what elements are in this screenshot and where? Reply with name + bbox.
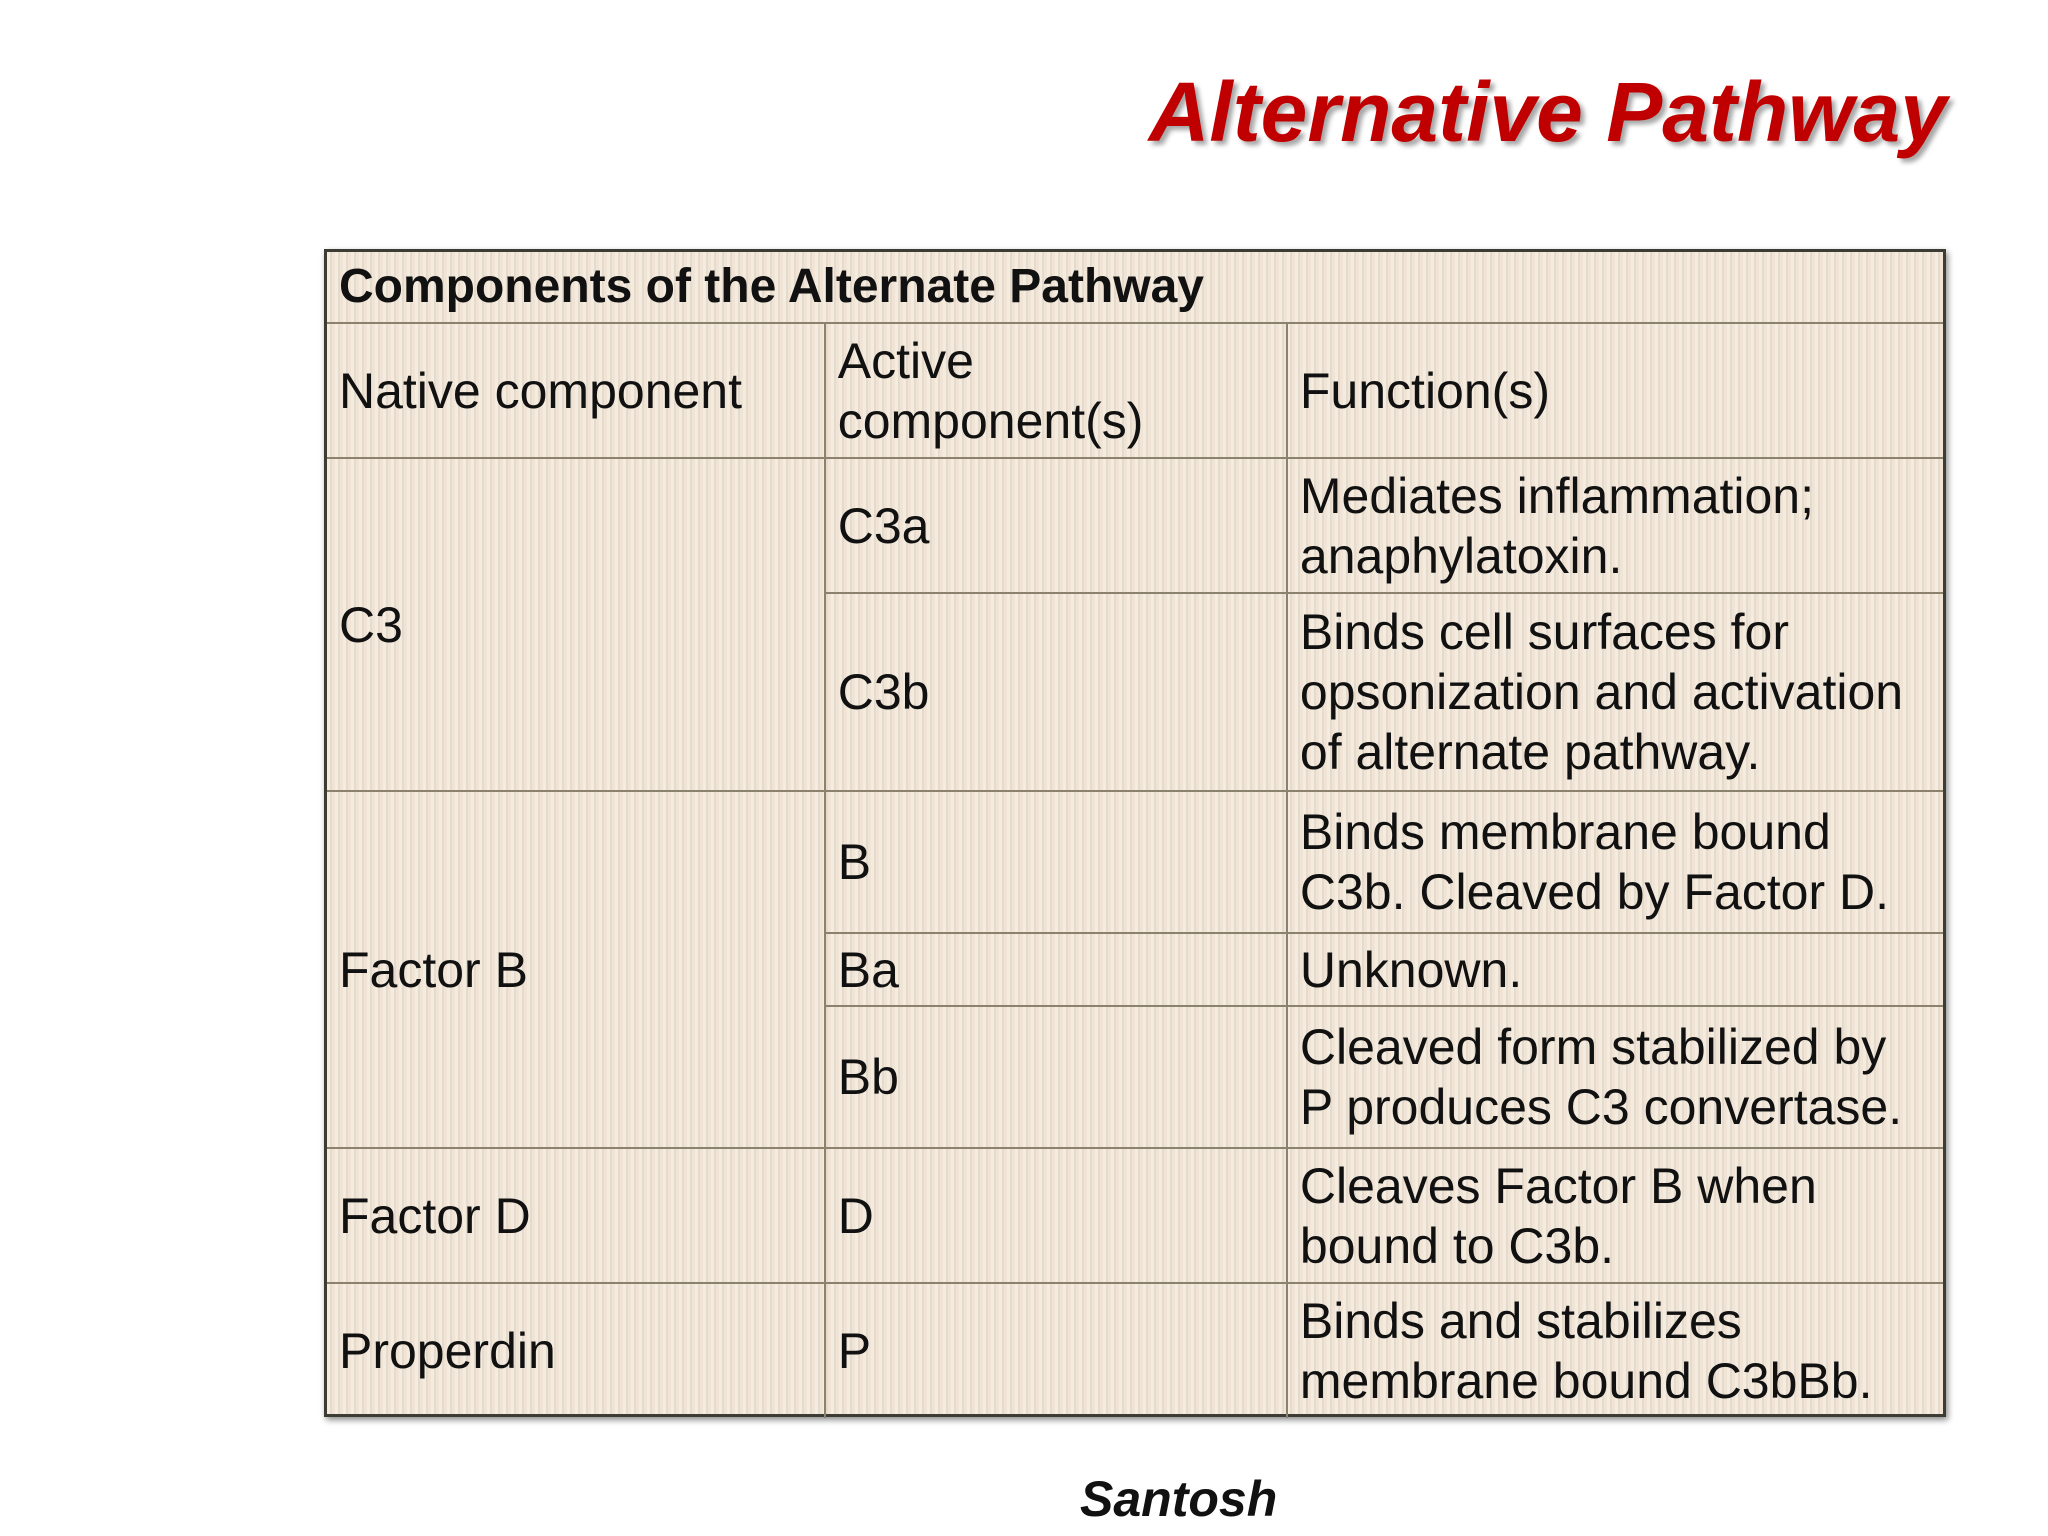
active-component-cell: C3a: [825, 458, 1287, 593]
native-component-cell: Factor B: [327, 791, 825, 1148]
header-native-component: Native component: [327, 323, 825, 458]
function-cell: Mediates inflammation; anaphylatoxin.: [1287, 458, 1943, 593]
table-caption: Components of the Alternate Pathway: [327, 252, 1943, 323]
table-row: [327, 1148, 1943, 1283]
function-cell: Binds cell surfaces for opsonization and activation of alternate pathway.: [1287, 593, 1943, 791]
native-component-cell: C3: [327, 458, 825, 791]
native-component-cell: Properdin: [327, 1283, 825, 1418]
header-functions: Function(s): [1287, 323, 1943, 458]
header-row: [327, 323, 1943, 458]
header-active-components: Active component(s): [825, 323, 1287, 458]
active-component-cell: C3b: [825, 593, 1287, 791]
author-credit: Santosh: [1080, 1471, 1278, 1527]
native-component-cell: Factor D: [327, 1148, 825, 1283]
function-cell: Cleaved form stabilized by P produces C3 convertase.: [1287, 1006, 1943, 1148]
function-cell: Binds and stabilizes membrane bound C3bBb.: [1287, 1283, 1943, 1418]
active-component-cell: D: [825, 1148, 1287, 1283]
slide-title: Alternative Pathway: [1148, 65, 1947, 159]
function-cell: Binds membrane bound C3b. Cleaved by Factor D.: [1287, 791, 1943, 933]
function-cell: Cleaves Factor B when bound to C3b.: [1287, 1148, 1943, 1283]
active-component-cell: Bb: [825, 1006, 1287, 1148]
function-cell: Unknown.: [1287, 933, 1943, 1006]
table-row: [327, 1283, 1943, 1418]
table-caption-row: [327, 252, 1943, 323]
active-component-cell: P: [825, 1283, 1287, 1418]
table-row: [327, 458, 1943, 593]
active-component-cell: B: [825, 791, 1287, 933]
active-component-cell: Ba: [825, 933, 1287, 1006]
components-grid: [327, 252, 1943, 1418]
table-row: [327, 791, 1943, 933]
components-table: [324, 249, 1946, 1417]
